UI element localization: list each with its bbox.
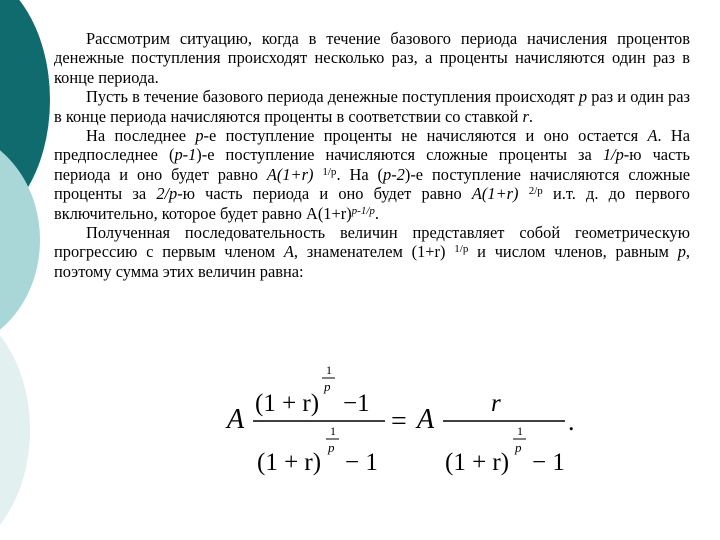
text-run: p-2 xyxy=(383,164,405,184)
text-run: 2/p xyxy=(528,185,543,198)
text-run: . На предпоследнее ( xyxy=(54,126,691,165)
text-run: , поэтому сумма этих величин равна: xyxy=(54,242,690,281)
formula-period: . xyxy=(568,407,575,436)
formula-right-den-exp-p: p xyxy=(515,440,522,455)
text-run: 2/p xyxy=(156,184,178,204)
formula-left-num-exp-p: p xyxy=(324,379,331,394)
formula-left-den-exp-1: 1 xyxy=(330,424,336,438)
formula-right-den-exp-1: 1 xyxy=(517,424,523,438)
formula-left-den-base: (1 + r) xyxy=(257,449,322,476)
text-run: )-е поступление начисляются сложные проценты за xyxy=(54,164,690,204)
text-run: -ю часть периода и оно будет равно xyxy=(54,145,690,184)
formula-left-den-exp-p: p xyxy=(328,440,335,455)
text-run: r xyxy=(522,106,529,126)
paragraph-p1 xyxy=(54,29,690,87)
text-run: p-1/p xyxy=(351,204,375,217)
text-run: . На ( xyxy=(336,164,384,184)
text-run: и.т. д. до первого включительно, которое будет равно A(1+r) xyxy=(54,184,690,223)
paragraph-p4 xyxy=(54,223,690,281)
text-run: p xyxy=(195,126,204,146)
text-run: 1/p xyxy=(322,165,337,178)
text-run: A xyxy=(647,126,658,146)
text-run: -ю часть периода и оно будет равно xyxy=(177,184,472,204)
text-run: . xyxy=(374,203,380,223)
formula-left-num-exp-1: 1 xyxy=(326,363,332,377)
text-run: p xyxy=(677,242,686,262)
paragraph-p3 xyxy=(54,126,690,223)
text-run: A xyxy=(283,242,294,262)
formula-left-coef: A xyxy=(227,404,245,435)
text-run: )-е поступление начисляются сложные проценты за xyxy=(196,145,603,165)
text-run: , знаменателем (1+r) xyxy=(293,242,455,262)
formula-right-den-base: (1 + r) xyxy=(445,449,510,476)
sum-formula xyxy=(225,360,595,490)
formula-left-den-minus: − 1 xyxy=(345,449,378,476)
text-run: p-1 xyxy=(174,145,197,165)
text-run: A(1+r) xyxy=(471,184,529,204)
text-run: . xyxy=(528,106,533,126)
text-run: 1/p xyxy=(454,243,469,256)
formula-left-num-base: (1 + r) xyxy=(255,390,320,417)
decorative-circles xyxy=(0,0,60,540)
formula-right-coef: A xyxy=(417,404,435,435)
text-run: A(1+r) xyxy=(266,164,323,184)
text-run: 1/p xyxy=(602,145,624,165)
formula-left-num-minus: −1 xyxy=(343,390,370,417)
text-run: На последнее xyxy=(86,126,196,146)
formula-right-den-minus: − 1 xyxy=(532,449,565,476)
text-run: и числом членов, равным xyxy=(468,242,678,262)
text-run: Пусть в течение базового периода денежные поступления происходят xyxy=(86,87,579,107)
decor-circle-light xyxy=(0,300,30,540)
text-run: -е поступление проценты не начисляются и оно остается xyxy=(203,126,648,146)
text-run: p xyxy=(578,87,588,107)
paragraph-p2 xyxy=(54,87,690,126)
text-run: Рассмотрим ситуацию, когда в течение базового периода начисления процентов денежные поступления происходят несколько раз, а проценты начисляются один раз в конце периода. xyxy=(54,29,690,87)
formula-equals: = xyxy=(391,406,407,437)
formula-right-num: r xyxy=(491,390,501,417)
text-run: раз и один раз в конце периода начисляются проценты в соответствии со ставкой xyxy=(54,87,690,126)
text-run: Полученная последовательность величин представляет собой геометрическую прогрессию с первым членом xyxy=(54,223,690,262)
body-text xyxy=(54,29,690,281)
